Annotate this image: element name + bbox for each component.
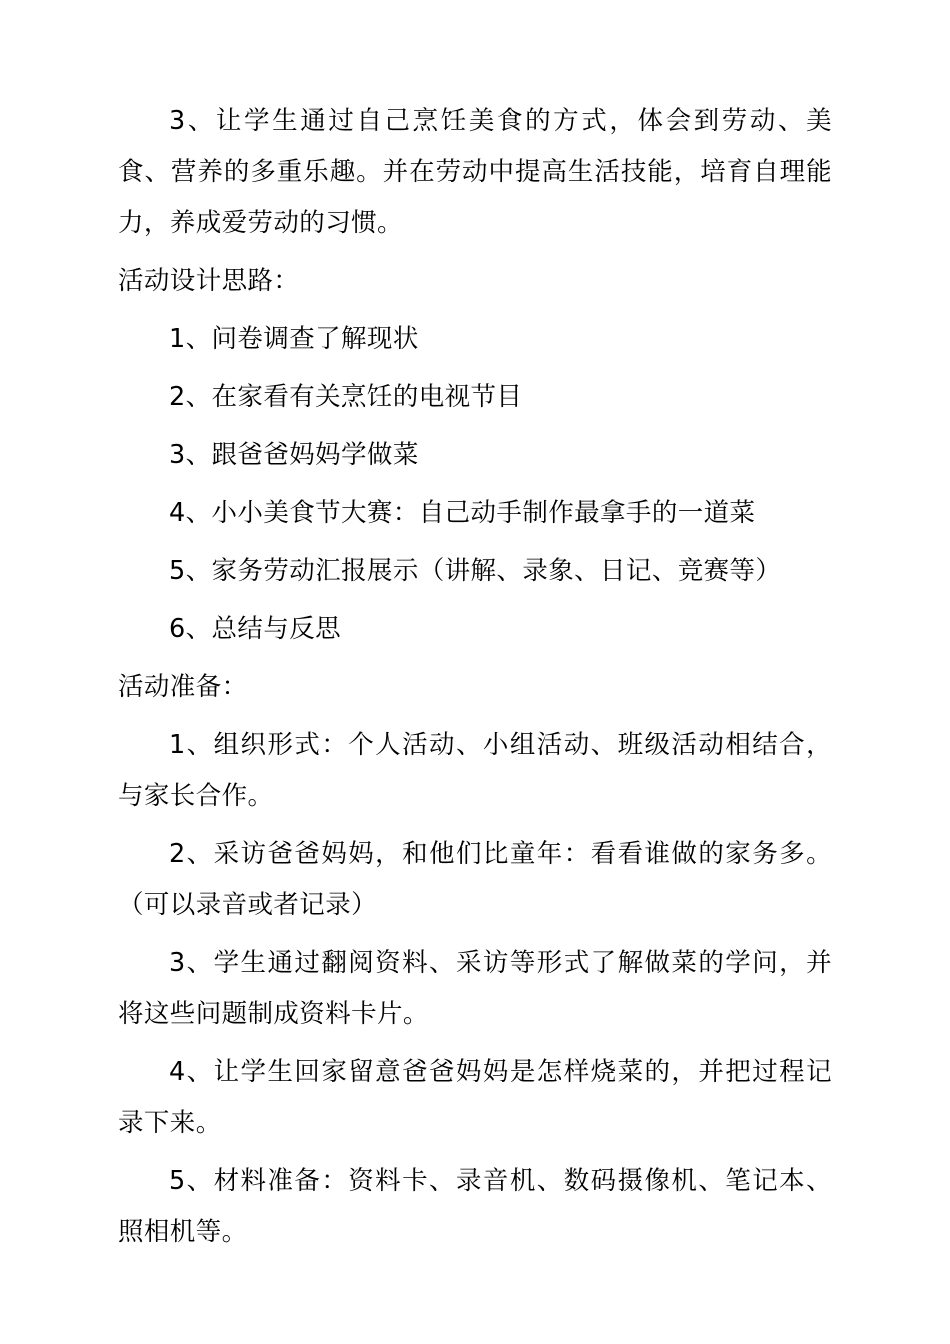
section-heading-activity-design: 活动设计思路： (118, 266, 300, 296)
paragraph-spacer (118, 481, 832, 488)
list-item-prep-3: 3、学生通过翻阅资料、采访等形式了解做菜的学问，并将这些问题制成资料卡片。 (118, 948, 832, 1029)
paragraph-spacer (118, 822, 832, 829)
paragraph-spacer (118, 655, 832, 662)
list-item-design-5: 5、家务劳动汇报展示（讲解、录象、日记、竞赛等） (169, 556, 782, 586)
list-item-design-2: 2、在家看有关烹饪的电视节目 (169, 382, 523, 412)
list-item-design-6: 6、总结与反思 (169, 614, 342, 644)
list-item-prep-2: 2、采访爸爸妈妈，和他们比童年：看看谁做的家务多。（可以录音或者记录） (118, 839, 832, 920)
paragraph-spacer (118, 365, 832, 372)
paragraph-goal-3: 3、让学生通过自己烹饪美食的方式，体会到劳动、美食、营养的多重乐趣。并在劳动中提高生活技能，培育自理能力，养成爱劳动的习惯。 (118, 106, 832, 238)
paragraph-spacer (118, 931, 832, 938)
list-item-prep-4: 4、让学生回家留意爸爸妈妈是怎样烧菜的，并把过程记录下来。 (118, 1057, 832, 1138)
list-item-prep-5: 5、材料准备：资料卡、录音机、数码摄像机、笔记本、照相机等。 (118, 1166, 832, 1247)
list-item-prep-1: 1、组织形式：个人活动、小组活动、班级活动相结合，与家长合作。 (118, 730, 832, 811)
list-item-design-3: 3、跟爸爸妈妈学做菜 (169, 440, 419, 470)
list-item-design-4: 4、小小美食节大赛：自己动手制作最拿手的一道菜 (169, 498, 756, 528)
paragraph-spacer (118, 713, 832, 720)
paragraph-spacer (118, 307, 832, 314)
paragraph-spacer (118, 1040, 832, 1047)
paragraph-spacer (118, 1149, 832, 1156)
paragraph-spacer (118, 423, 832, 430)
paragraph-spacer (118, 249, 832, 256)
section-heading-activity-preparation: 活动准备： (118, 672, 248, 702)
document-body (118, 96, 832, 1258)
paragraph-spacer (118, 597, 832, 604)
list-item-design-1: 1、问卷调查了解现状 (169, 324, 419, 354)
paragraph-spacer (118, 539, 832, 546)
